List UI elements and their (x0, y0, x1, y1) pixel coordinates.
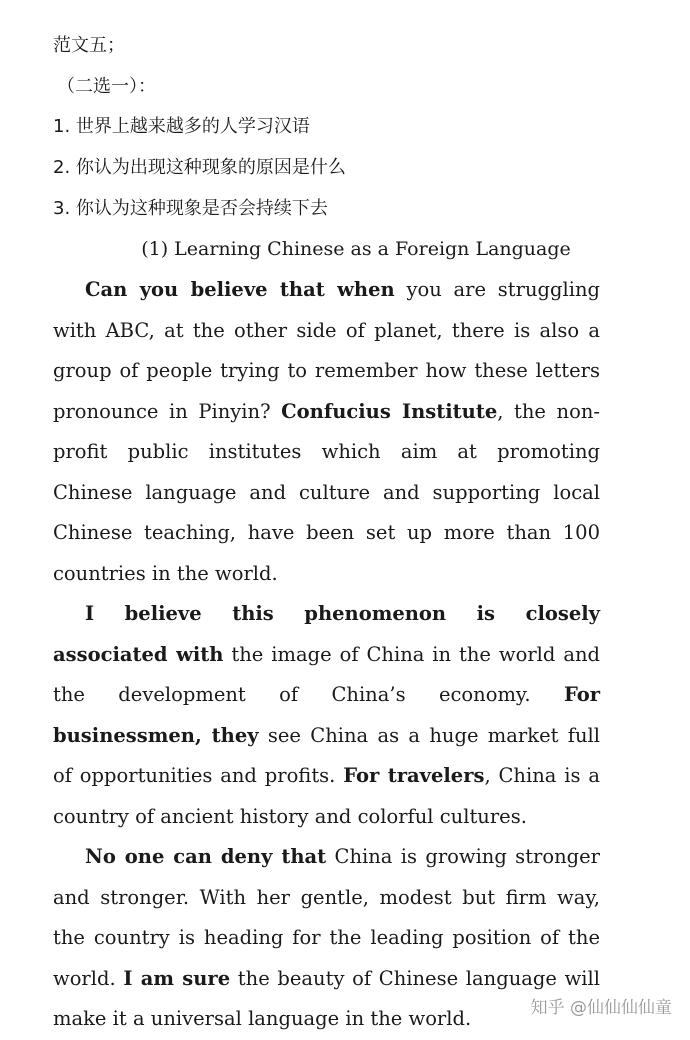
bold-phrase: Can you believe that when (85, 278, 395, 301)
prompt-point-3: 3. 你认为这种现象是否会持续下去 (53, 198, 328, 219)
essay-paragraph-2 (53, 594, 600, 837)
text-run: , the non-profit public institutes which aim at promoting Chinese language and culture and supporting local Chinese teaching, have been set up more than 100 countries in the world. (53, 399, 600, 585)
text-run: you are struggling with ABC, at the other side of planet, there is also a group of people trying to remember how these letters pronounce in Pinyin? (53, 278, 600, 423)
text-run: see China as a huge market full of opportunities and profits. (53, 723, 600, 787)
bold-phrase: I believe this phenomenon is closely associated with (53, 602, 600, 666)
text-run: the image of China in the world and the development of China’s economy. (53, 642, 600, 706)
text-run: China is growing stronger and stronger. With her gentle, modest but firm way, the country is heading for the leading position of the world. (53, 845, 600, 990)
essay-paragraph-1 (53, 270, 600, 594)
essay-paragraph-3 (53, 837, 600, 1040)
bold-phrase: For travelers (343, 764, 485, 787)
bold-phrase: For businessmen, they (53, 683, 600, 747)
essay-title: (1) Learning Chinese as a Foreign Language (141, 238, 571, 260)
prompt-point-2: 2. 你认为出现这种现象的原因是什么 (53, 157, 346, 178)
text-run: , China is a country of ancient history and colorful cultures. (53, 764, 600, 828)
bold-phrase: No one can deny that (85, 845, 327, 868)
text-run: the beauty of Chinese language will make it a universal language in the world. (53, 966, 600, 1030)
section-heading: 范文五； (53, 35, 125, 56)
instruction-line: （二选一）： (57, 76, 156, 97)
prompt-point-1: 1. 世界上越来越多的人学习汉语 (53, 116, 310, 137)
bold-phrase: Confucius Institute (281, 399, 498, 423)
watermark: 知乎 @仙仙仙仙童 (530, 998, 672, 1018)
bold-phrase: I am sure (123, 966, 231, 990)
